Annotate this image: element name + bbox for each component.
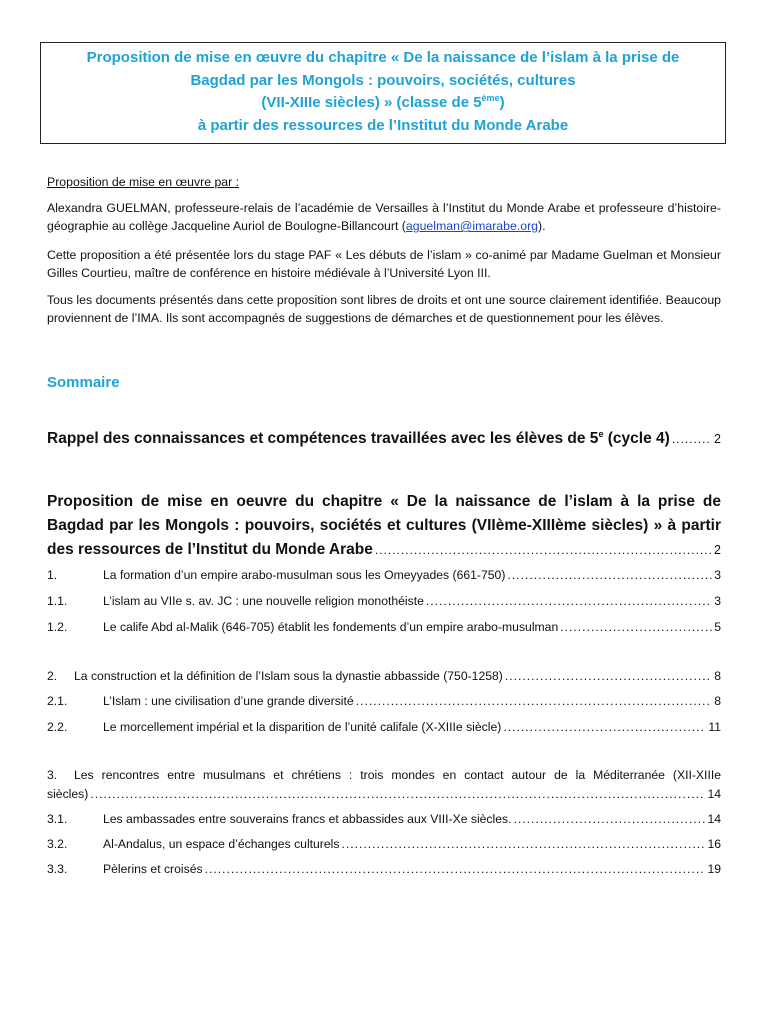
intro-paragraph-stage: Cette proposition a été présentée lors du stage PAF « Les débuts de l’islam » co-animé par Madame Guelman et Monsieur Gilles Courtieu, maître de conférence en histoire médiévale à l’Université Lyon III. [47,248,721,280]
toc-entry-section-3-1[interactable]: 3.1. Les ambassades entre souverains francs et abbassides aux VIII-Xe siècles. ..... 14 [47,812,721,826]
toc-entry-section-2[interactable]: 2. La construction et la définition de l’Islam sous la dynastie abbasside (750-1258) ..... 8 [47,669,721,683]
chapter-title-line-2: Bagdad par les Mongols : pouvoirs, sociétés et cultures (VIIème-XIIIème siècles) » à partir [47,517,721,534]
chapter-title-line-3: des ressources de l’Institut du Monde Arabe [47,541,373,558]
sommaire-heading: Sommaire [47,374,120,391]
toc-entry-chapter[interactable] [47,490,721,562]
intro-heading: Proposition de mise en œuvre par : [47,175,240,189]
toc-page-number: 2 [714,543,721,557]
toc-leader [672,432,712,446]
intro-paragraph-documents: Tous les documents présentés dans cette proposition sont libres de droits et ont une source clairement identifiée. Beaucoup proviennent de l’IMA. Ils sont accompagnés de suggestions de démarches et de questionnement pour les élèves. [47,293,721,325]
document-title-box [40,42,726,144]
toc-page-number: 2 [714,432,721,446]
toc-entry-section-3[interactable]: 3. Les rencontres entre musulmans et chrétiens : trois mondes en contact autour de la Méditerranée (XII-XIIIe siècles) ..... 14 [47,768,721,801]
toc-leader [505,669,712,683]
toc-leader [514,812,706,826]
toc-leader [375,538,712,562]
chapter-title-line-1: Proposition de mise en oeuvre du chapitre « De la naissance de l’islam à la prise de [47,493,721,510]
title-line-1: Proposition de mise en œuvre du chapitre « De la naissance de l’islam à la prise de [86,49,680,66]
toc-entry-rappel[interactable]: Rappel des connaissances et compétences travaillées avec les élèves de 5e (cycle 4) ..... 2 [47,430,721,448]
toc-entry-section-3-2[interactable]: 3.2. Al-Andalus, un espace d’échanges culturels ..... 16 [47,837,721,851]
toc-leader [90,787,705,801]
toc-entry-section-1[interactable]: 1. La formation d’un empire arabo-musulman sous les Omeyyades (661-750) ..... 3 [47,568,721,582]
toc-leader [341,837,705,851]
intro-paragraph-author: Alexandra GUELMAN, professeure-relais de l’académie de Versailles à l’Institut du Monde Arabe et professeure d’histoire-géographie au collège Jacqueline Auriol de Boulogne-Billancourt (aguelman@imarabe.org). [47,201,721,233]
toc-leader [356,694,713,708]
toc-leader [503,720,706,734]
toc-leader [507,568,712,582]
toc-leader [560,620,712,634]
toc-entry-section-3-3[interactable]: 3.3. Pèlerins et croisés ..... 19 [47,862,721,876]
author-email-link[interactable]: aguelman@imarabe.org [405,219,539,233]
toc-entry-section-1-1[interactable]: 1.1. L’islam au VIIe s. av. JC : une nouvelle religion monothéiste ..... 3 [47,594,721,608]
toc-entry-section-2-2[interactable]: 2.2. Le morcellement impérial et la disparition de l’unité califale (X-XIIIe siècle) ..... 11 [47,720,721,734]
title-line-4: à partir des ressources de l’Institut du Monde Arabe [197,116,569,134]
toc-leader [426,594,712,608]
toc-entry-section-1-2[interactable]: 1.2. Le calife Abd al-Malik (646-705) établit les fondements d’un empire arabo-musulman ..... 5 [47,620,721,634]
toc-leader [205,862,706,876]
title-line-2: Bagdad par les Mongols : pouvoirs, sociétés, cultures [190,71,576,89]
title-line-3: (VII-XIIIe siècles) » (classe de 5ème) [261,93,505,111]
toc-entry-section-2-1[interactable]: 2.1. L’Islam : une civilisation d’une grande diversité ..... 8 [47,694,721,708]
